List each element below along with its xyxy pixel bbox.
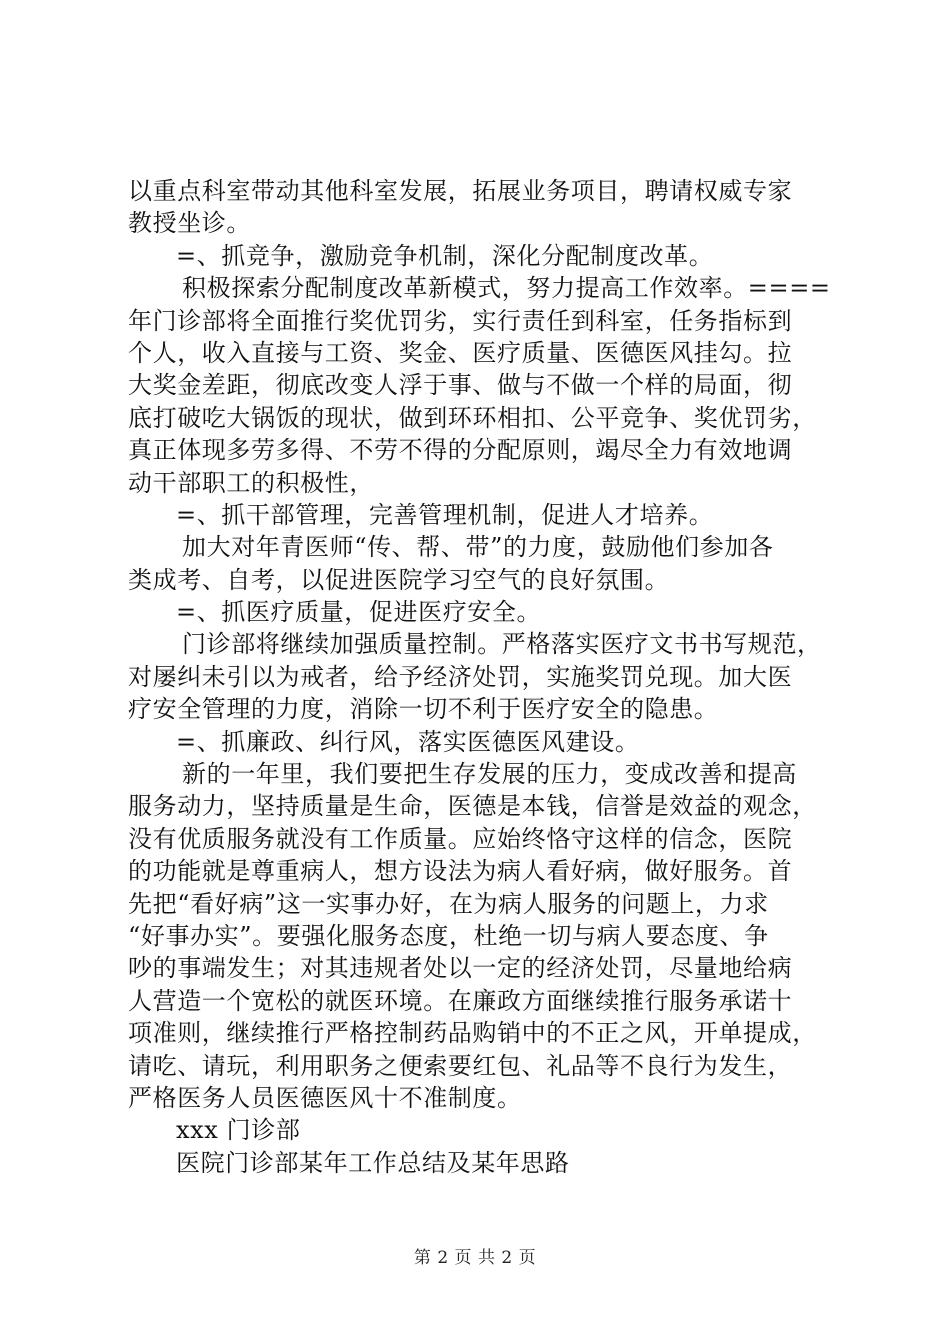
section-heading: =、抓干部管理，完善管理机制，促进人才培养。 xyxy=(176,500,714,529)
signature-department: xxx 门诊部 xyxy=(176,1116,301,1145)
body-line: 个人，收入直接与工资、奖金、医疗质量、医德医风挂勾。拉 xyxy=(128,338,793,367)
body-line: 新的一年里，我们要把生存发展的压力，变成改善和提高 xyxy=(182,760,797,789)
section-heading: =、抓医疗质量，促进医疗安全。 xyxy=(176,598,542,627)
body-line: 请吃、请玩，利用职务之便索要红包、礼品等不良行为发生， xyxy=(128,1051,793,1080)
body-line: 项准则，继续推行严格控制药品购销中的不正之风，开单提成， xyxy=(128,1019,817,1048)
section-heading: =、抓廉政、纠行风，落实医德医风建设。 xyxy=(176,727,640,756)
body-line: 动干部职工的积极性， xyxy=(128,468,374,497)
body-line: 年门诊部将全面推行奖优罚劣，实行责任到科室，任务指标到 xyxy=(128,306,793,335)
body-line: 人营造一个宽松的就医环境。在廉政方面继续推行服务承诺十 xyxy=(128,986,793,1015)
page-number-footer: 第 2 页 共 2 页 xyxy=(413,1248,537,1268)
body-line: 加大对年青医师“传、帮、带”的力度，鼓励他们参加各 xyxy=(182,533,774,562)
body-line: 没有优质服务就没有工作质量。应始终恪守这样的信念，医院 xyxy=(128,824,793,853)
body-line: 严格医务人员医德医风十不准制度。 xyxy=(128,1083,522,1112)
body-line: 的功能就是尊重病人，想方设法为病人看好病，做好服务。首 xyxy=(128,857,793,886)
body-line: 服务动力，坚持质量是生命，医德是本钱，信誉是效益的观念， xyxy=(128,792,817,821)
body-line: 对屡纠未引以为戒者，给予经济处罚，实施奖罚兑现。加大医 xyxy=(128,662,793,691)
body-line: 吵的事端发生；对其违规者处以一定的经济处罚，尽量地给病 xyxy=(128,954,793,983)
body-line: 先把“看好病”这一实事办好，在为病人服务的问题上，力求 xyxy=(128,889,769,918)
body-line: 疗安全管理的力度，消除一切不利于医疗安全的隐患。 xyxy=(128,695,719,724)
document-title-line: 医院门诊部某年工作总结及某年思路 xyxy=(176,1148,570,1177)
body-line: “好事办实”。要强化服务态度，杜绝一切与病人要态度、争 xyxy=(128,921,769,950)
body-line: 大奖金差距，彻底改变人浮于事、做与不做一个样的局面，彻 xyxy=(128,371,793,400)
document-body xyxy=(128,175,838,1179)
body-line: 类成考、自考，以促进医院学习空气的良好氛围。 xyxy=(128,565,670,594)
body-line: 底打破吃大锅饭的现状，做到环环相扣、公平竞争、奖优罚劣， xyxy=(128,403,817,432)
body-line: 真正体现多劳多得、不劳不得的分配原则，竭尽全力有效地调 xyxy=(128,436,793,465)
body-line: 教授坐诊。 xyxy=(128,209,251,238)
section-heading: =、抓竞争，激励竞争机制，深化分配制度改革。 xyxy=(176,241,714,270)
body-line: 以重点科室带动其他科室发展，拓展业务项目，聘请权威专家 xyxy=(128,177,793,205)
body-line: 门诊部将继续加强质量控制。严格落实医疗文书书写规范， xyxy=(182,630,822,659)
body-line: 积极探索分配制度改革新模式，努力提高工作效率。==== xyxy=(182,274,831,303)
